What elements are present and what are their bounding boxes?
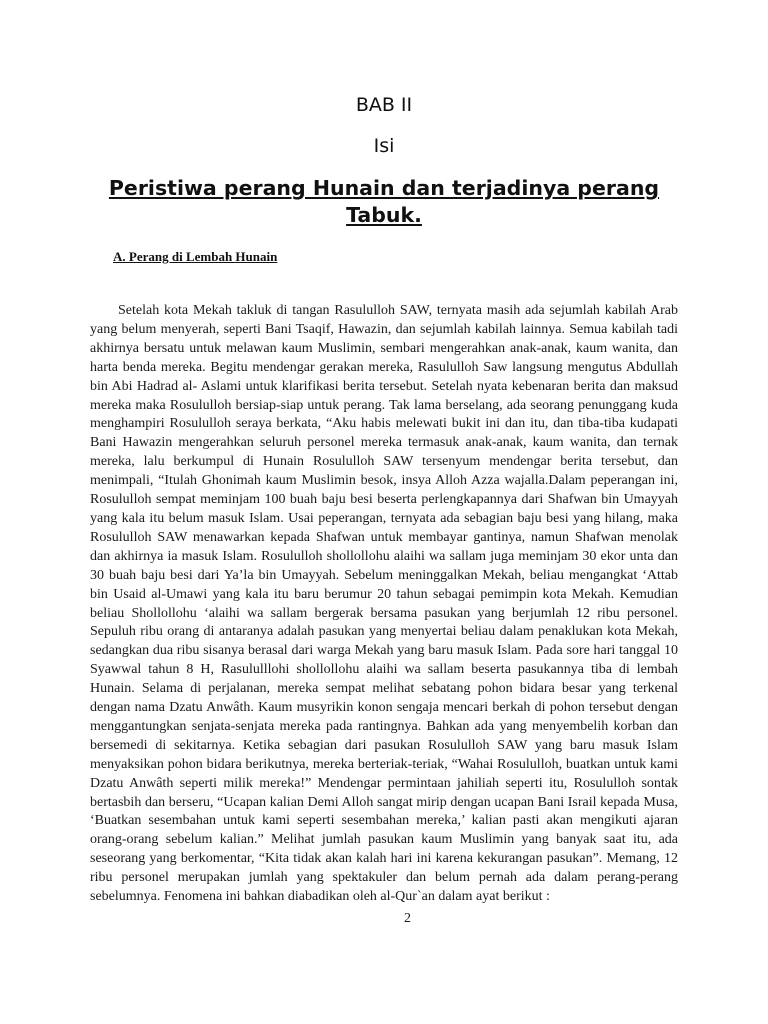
section-heading: A. Perang di Lembah Hunain: [113, 249, 278, 264]
chapter-title: Peristiwa perang Hunain dan terjadinya perang Tabuk.: [108, 176, 660, 227]
body-paragraph: Setelah kota Mekah takluk di tangan Rasululloh SAW, ternyata masih ada sejumlah kabilah Arab yang belum menyerah, seperti Bani Tsaqif, Hawazin, dan sejumlah kabilah lainnya. Semua kabilah tadi akhirnya bersatu untuk melawan kaum Muslimin, sembari mengerahkan anak-anak, kaum wanita, dan harta benda mereka. Begitu mendengar gerakan mereka, Rasululloh Saw langsung mengutus Abdullah bin Abi Hadrad al- Aslami untuk klarifikasi berita tersebut. Setelah nyata kebenaran berita dan maksud mereka maka Rosululloh bersiap-siap untuk perang. Tak lama berselang, ada seorang penunggang kuda menghampiri Rosululloh seraya berkata, “Aku habis melewati bukit ini dan itu, dan tiba-tiba kudapati Bani Hawazin mengerahkan seluruh personel mereka termasuk anak-anak, kaum wanita, dan ternak mereka, lalu berkumpul di Hunain Rosululloh SAW tersenyum mendengar berita tersebut, dan menimpali, “Itulah Ghonimah kaum Muslimin besok, insya Alloh Azza wajalla.Dalam peperangan ini, Rosululloh sempat meminjam 100 buah baju besi beserta perlengkapannya dari Shafwan bin Umayyah yang kala itu belum masuk Islam. Usai peperangan, ternyata ada sebagian baju besi yang hilang, maka Rosululloh SAW menawarkan kepada Shafwan untuk membayar gantinya, namun Shafwan menolak dan akhirnya ia masuk Islam. Rosululloh shollollohu alaihi wa sallam juga meminjam 30 ekor unta dan 30 buah baju besi dari Ya’la bin Umayyah. Sebelum meninggalkan Mekah, beliau mengangkat ‘Attab bin Usaid al-Umawi yang kala itu baru berumur 20 tahun sebagai pemimpin kota Mekah. Kemudian beliau Shollollohu ‘alaihi wa sallam bergerak bersama pasukan yang berjumlah 12 ribu personel. Sepuluh ribu orang di antaranya adalah pasukan yang menyertai beliau dalam penaklukan kota Mekah, sedangkan dua ribu sisanya berasal dari warga Mekah yang baru masuk Islam. Pada sore hari tanggal 10 Syawwal tahun 8 H, Rasululllohi shollollohu alaihi wa sallam beserta pasukannya tiba di lembah Hunain. Selama di perjalanan, mereka sempat melihat sebatang pohon bidara besar yang terkenal dengan nama Dzatu Anwâth. Kaum musyrikin konon sengaja mencari berkah di pohon tersebut dengan menggantungkan senjata-senjata mereka pada rantingnya. Bahkan ada yang menyembelih korban dan bersemedi di sekitarnya. Ketika sebagian dari pasukan Rosululloh SAW yang baru masuk Islam menyaksikan pohon bidara berikutnya, mereka berteriak-teriak, “Wahai Rosululloh, buatkan untuk kami Dzatu Anwâth seperti milik mereka!” Mendengar permintaan jahiliah seperti itu, Rosululloh sontak bertasbih dan berseru, “Ucapan kalian Demi Alloh sangat mirip dengan ucapan Bani Israil kepada Musa, ‘Buatkan sesembahan untuk kami seperti sesembahan mereka,’ kalian pasti akan mengikuti ajaran orang-orang sebelum kalian.” Melihat jumlah pasukan kaum Muslimin yang banyak saat itu, ada seseorang yang berkomentar, “Kita tidak akan kalah hari ini karena kekurangan pasukan”. Memang, 12 ribu personel merupakan jumlah yang spektakuler dan belum pernah ada dalam perang-perang sebelumnya. Fenomena ini bahkan diabadikan oleh al-Qur`an dalam ayat berikut :: [90, 303, 678, 905]
chapter-label: BAB II: [355, 94, 413, 116]
page-number: 2: [404, 911, 411, 926]
chapter-subtitle: Isi: [373, 135, 395, 157]
